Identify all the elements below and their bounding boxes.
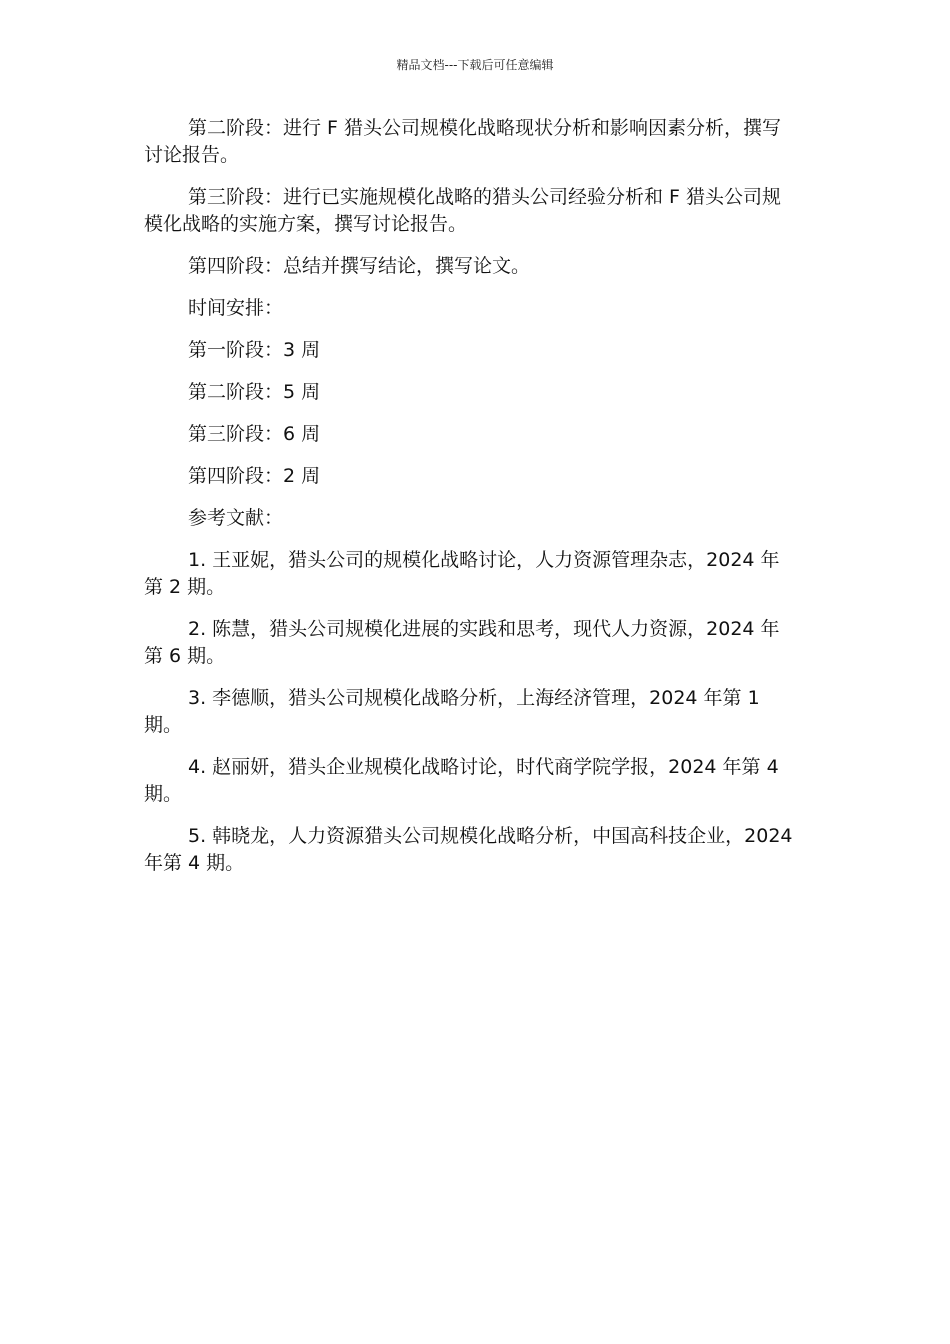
schedule-item: 第二阶段：5 周 (188, 381, 321, 403)
reference-item: 5. 韩晓龙，人力资源猎头公司规模化战略分析，中国高科技企业，2024 年第 4 期。 (144, 825, 793, 874)
schedule-heading: 时间安排： (188, 297, 284, 319)
reference-item: 1. 王亚妮，猎头公司的规模化战略讨论，人力资源管理杂志，2024 年第 2 期。 (144, 549, 780, 598)
schedule-item: 第三阶段：6 周 (188, 423, 321, 445)
paragraph-stage-three: 第三阶段：进行已实施规模化战略的猎头公司经验分析和 F 猎头公司规模化战略的实施方案，撰写讨论报告。 (144, 186, 782, 235)
references-heading: 参考文献： (188, 507, 284, 529)
schedule-item: 第四阶段：2 周 (188, 465, 321, 487)
reference-item: 4. 赵丽妍，猎头企业规模化战略讨论，时代商学院学报，2024 年第 4 期。 (144, 756, 779, 805)
paragraph-stage-two: 第二阶段：进行 F 猎头公司规模化战略现状分析和影响因素分析，撰写讨论报告。 (144, 117, 782, 166)
document-body (144, 115, 794, 892)
page-header: 精品文档---下载后可任意编辑 (396, 58, 554, 72)
reference-item: 3. 李德顺，猎头公司规模化战略分析，上海经济管理，2024 年第 1 期。 (144, 687, 760, 736)
reference-item: 2. 陈慧，猎头公司规模化进展的实践和思考，现代人力资源，2024 年第 6 期。 (144, 618, 780, 667)
schedule-item: 第一阶段：3 周 (188, 339, 321, 361)
paragraph-stage-four: 第四阶段：总结并撰写结论，撰写论文。 (188, 255, 531, 277)
